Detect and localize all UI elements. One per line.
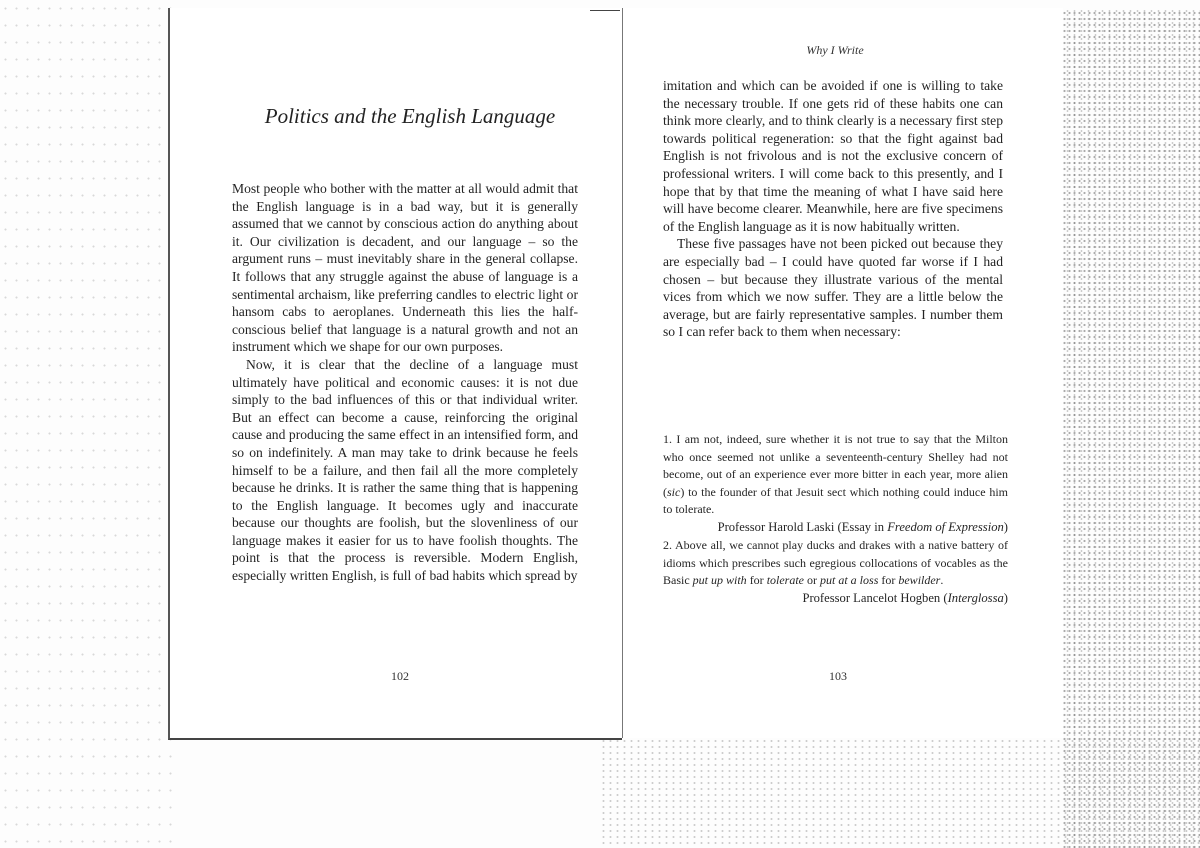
attribution-text: Professor Lancelot Hogben ( [802, 590, 948, 605]
attribution-source: Freedom of Expression [887, 519, 1004, 534]
quote-italic: put at a loss [820, 573, 879, 588]
quote-attribution [663, 590, 1008, 608]
paragraph: These five passages have not been picked out because they are especially bad – I could have quoted far worse if I had chosen – but because they illustrate various of the mental vices from which we now suffer. They are a little below the average, but are fairly representative samples. I number them so I can refer back to them when necessary: [663, 236, 1003, 340]
paragraph: Most people who bother with the matter at all would admit that the English language is in a bad way, but it is generally assumed that we cannot by conscious action do anything about it. Our civilization is decadent, and our language – so the argument runs – must inevitably share in the general collapse. It follows that any struggle against the abuse of language is a sentimental archaism, like preferring candles to electric light or hansom cabs to aeroplanes. Underneath this lies the half-conscious belief that language is a natural growth and not an instrument which we shape for our own purposes. [232, 181, 578, 355]
quote-text-part: for [878, 573, 899, 588]
page-number-right: 103 [829, 669, 847, 683]
quoted-specimen-2 [663, 537, 1008, 607]
left-page-body [232, 180, 578, 585]
right-page-body [663, 77, 1003, 341]
attribution-text: ) [1003, 519, 1008, 534]
scan-noise-right [1062, 10, 1200, 848]
paragraph: Now, it is clear that the decline of a language must ultimately have political and economic causes: it is not due simply to the bad influences of this or that individual writer. But an effect can become a cause, reinforcing the original cause and producing the same effect in an intensified form, and so on indefinitely. A man may take to drink because he feels himself to be a failure, and then fail all the more completely because he drinks. It is rather the same thing that is happening to the English language. It becomes ugly and inaccurate because our thoughts are foolish, but the slovenliness of our language makes it easier for us to have foolish thoughts. The point is that the process is reversible. Modern English, especially written English, is full of bad habits which spread by [232, 356, 578, 584]
page-number-left: 102 [391, 669, 409, 683]
quote-text-part: or [804, 573, 821, 588]
quote-text-part: ) to the founder of that Jesuit sect which nothing could induce him to tolerate. [663, 484, 1008, 517]
paragraph: imitation and which can be avoided if one is willing to take the necessary trouble. If one gets rid of these habits one can think more clearly, and to think clearly is a necessary first step towards political regeneration: so that the fight against bad English is not frivolous and is not the exclusive concern of professional writers. I will come back to this presently, and I hope that by that time the meaning of what I have said here will have become clearer. Meanwhile, here are five specimens of the English language as it is now habitually written. [663, 78, 1003, 234]
running-head: Why I Write [806, 43, 864, 57]
quoted-specimen-1 [663, 431, 1008, 537]
quote-text [663, 431, 1008, 519]
page-top-rule [590, 10, 620, 11]
quote-italic: bewilder [898, 573, 941, 588]
chapter-title: Politics and the English Language [264, 104, 556, 128]
attribution-text: Professor Harold Laski (Essay in [717, 519, 888, 534]
quote-text-part: . [940, 573, 944, 588]
quote-text [663, 537, 1008, 590]
quote-italic: put up with [692, 573, 747, 588]
attribution-source: Interglossa [947, 590, 1004, 605]
scan-noise-left [0, 0, 175, 848]
quote-text-part: 2. Above all, we cannot play ducks and drakes with a native battery of idioms which prescribes such egregious collocations of vocables as the Basic [663, 538, 1008, 588]
quote-italic: tolerate [766, 573, 805, 588]
scan-noise-bottom [600, 738, 1200, 848]
attribution-text: ) [1003, 590, 1008, 605]
quote-italic: sic [667, 484, 681, 499]
quote-text-part: for [746, 573, 767, 588]
quote-text-part: 1. I am not, indeed, sure whether it is not true to say that the Milton who once seemed not unlike a seventeenth-century Shelley had not become, out of an experience ever more bitter in each year, more alien ( [663, 432, 1008, 499]
quote-attribution [663, 519, 1008, 537]
